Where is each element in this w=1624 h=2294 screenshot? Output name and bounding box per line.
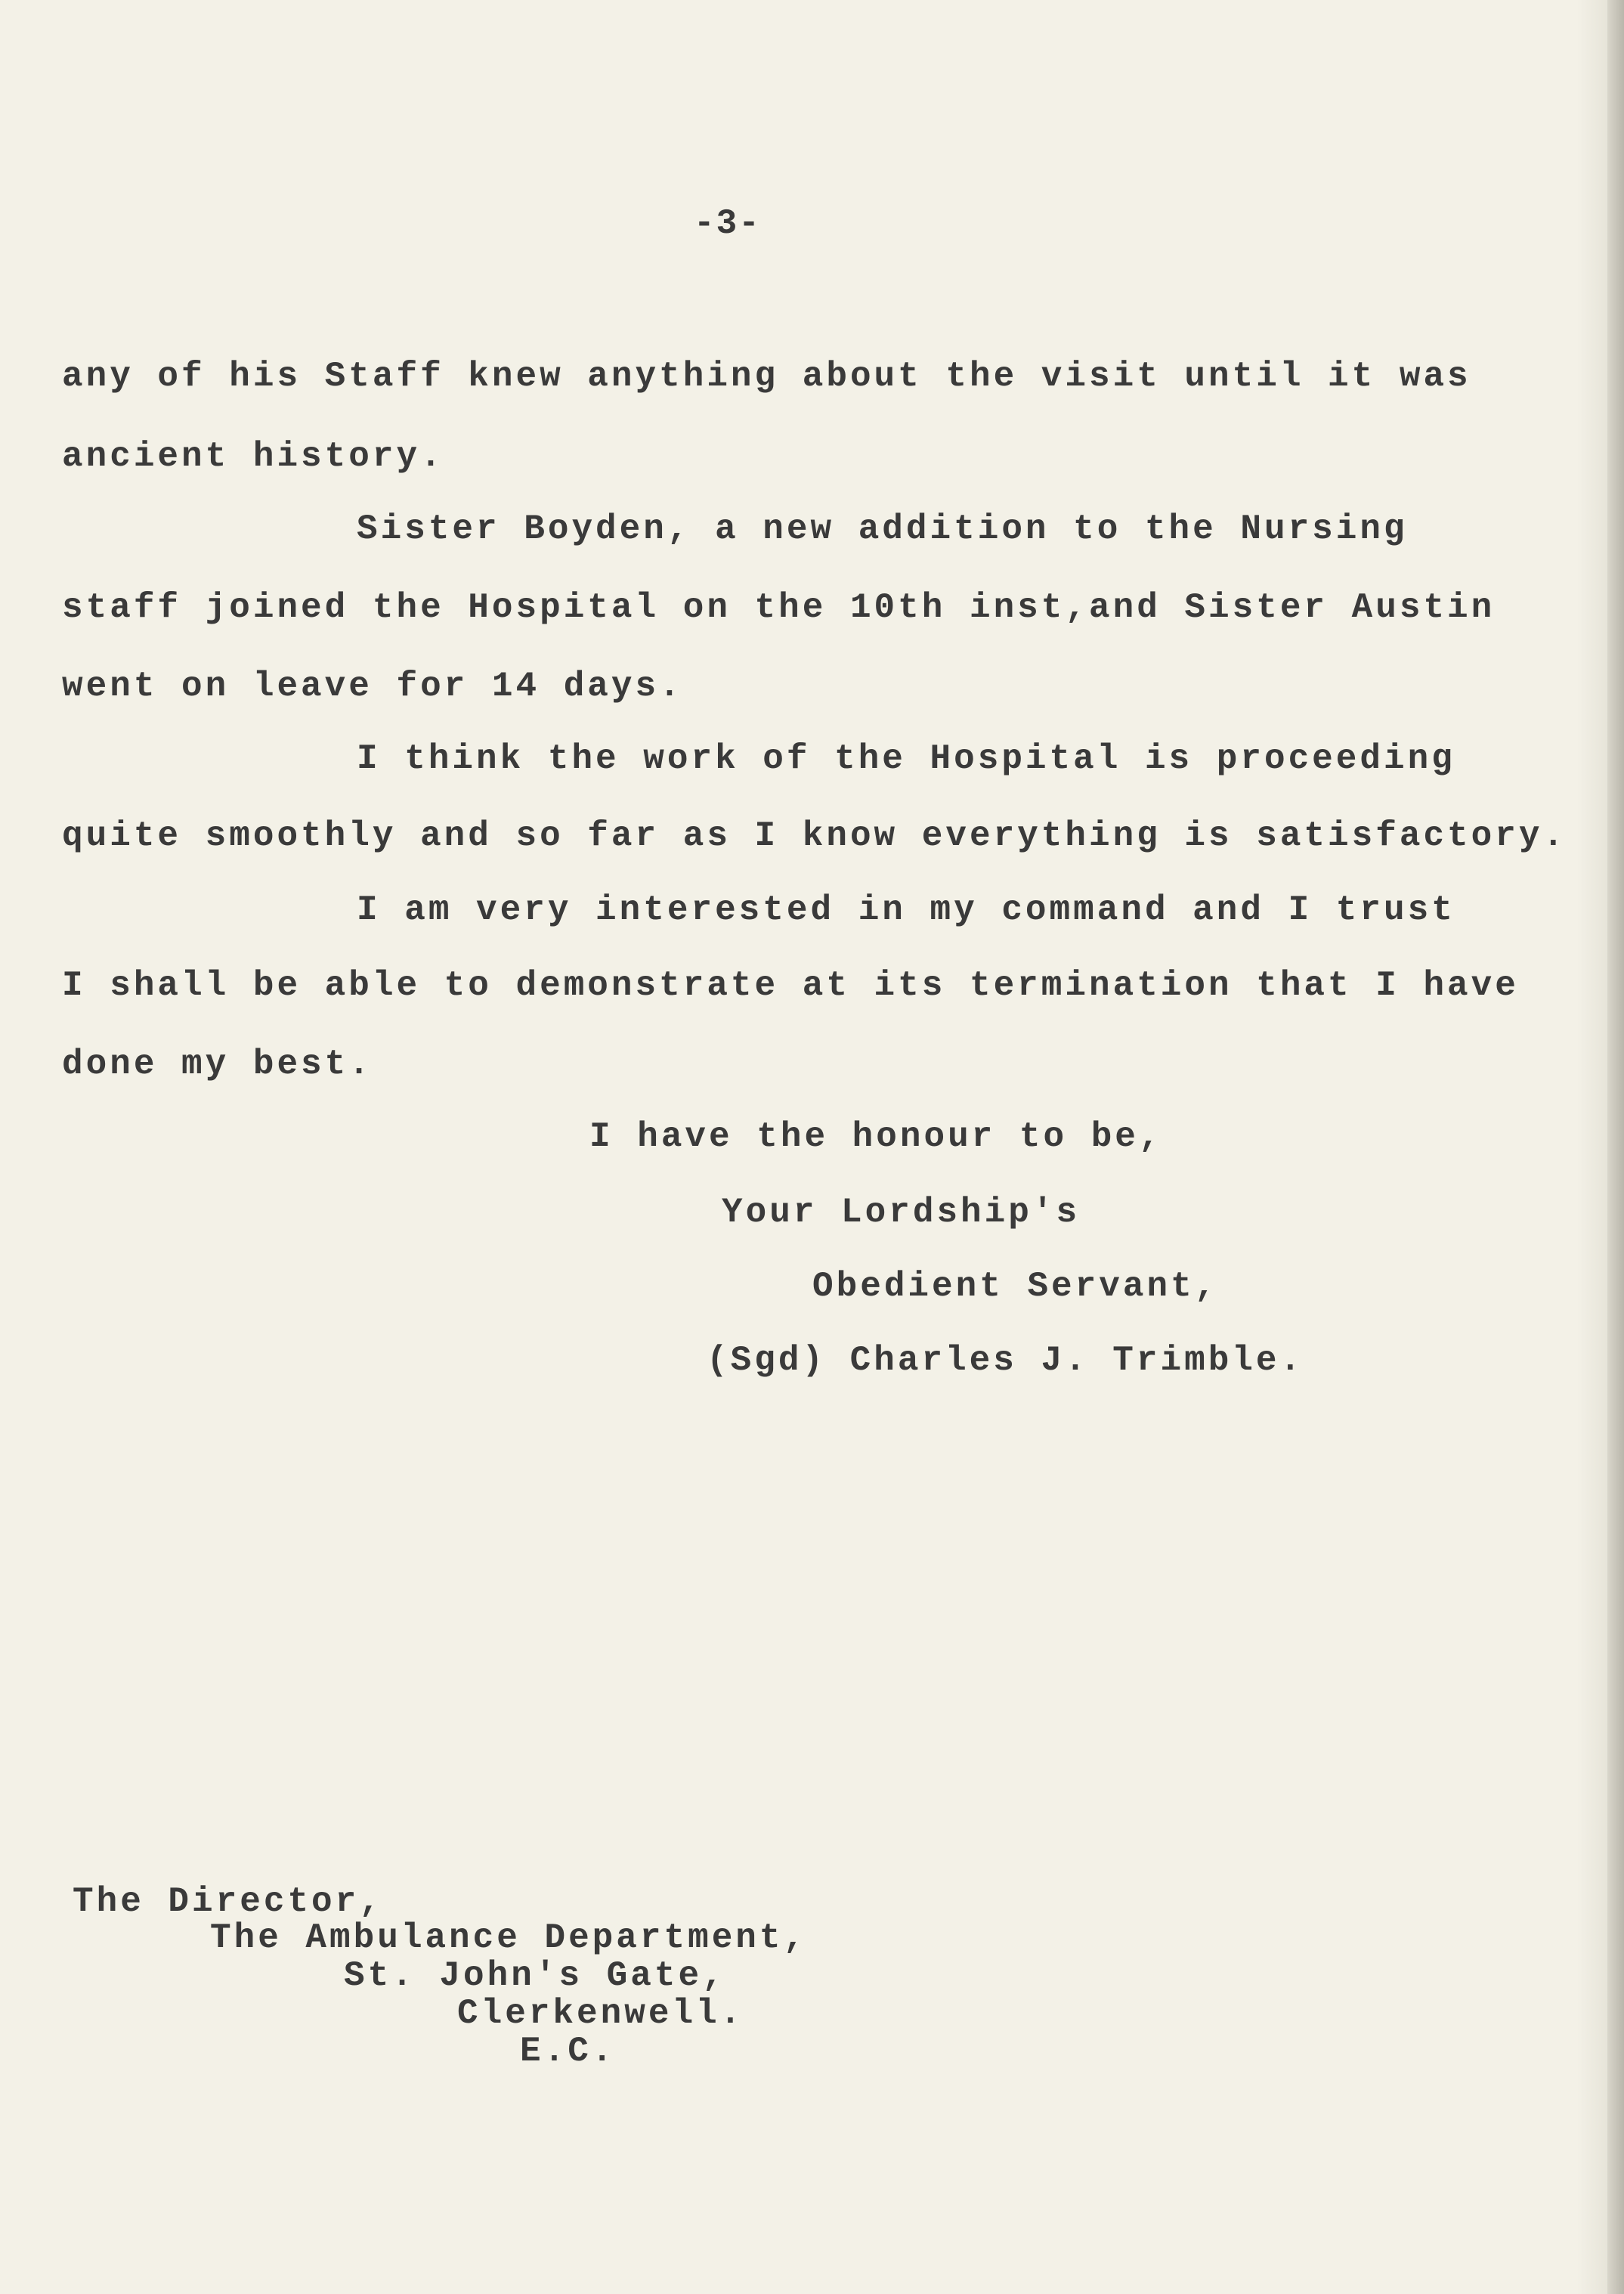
body-line-3: Sister Boyden, a new addition to the Nursing [357, 509, 1408, 549]
closing-line-2: Your Lordship's [722, 1193, 1081, 1232]
body-line-2: ancient history. [62, 437, 444, 476]
body-line-6: I think the work of the Hospital is proceeding [357, 739, 1455, 779]
body-line-7: quite smoothly and so far as I know everything is satisfactory. [62, 816, 1567, 856]
address-line-1: The Director, [73, 1882, 383, 1921]
page-shadow [1577, 0, 1607, 2294]
page-edge [1607, 0, 1624, 2294]
closing-line-3: Obedient Servant, [812, 1267, 1219, 1306]
body-line-1: any of his Staff knew anything about the visit until it was [62, 357, 1471, 396]
address-line-2: The Ambulance Department, [210, 1918, 808, 1958]
closing-line-1: I have the honour to be, [589, 1117, 1163, 1156]
body-line-10: done my best. [62, 1045, 373, 1084]
page-number: -3- [694, 204, 761, 243]
body-line-9: I shall be able to demonstrate at its termination that I have [62, 966, 1519, 1005]
body-line-5: went on leave for 14 days. [62, 667, 683, 706]
body-line-4: staff joined the Hospital on the 10th inst,and Sister Austin [62, 588, 1496, 627]
address-line-3: St. John's Gate, [344, 1956, 726, 1995]
address-line-5: E.C. [520, 2032, 616, 2071]
address-line-4: Clerkenwell. [457, 1994, 744, 2033]
signature-line: (Sgd) Charles J. Trimble. [707, 1341, 1304, 1380]
body-line-8: I am very interested in my command and I trust [357, 890, 1455, 930]
